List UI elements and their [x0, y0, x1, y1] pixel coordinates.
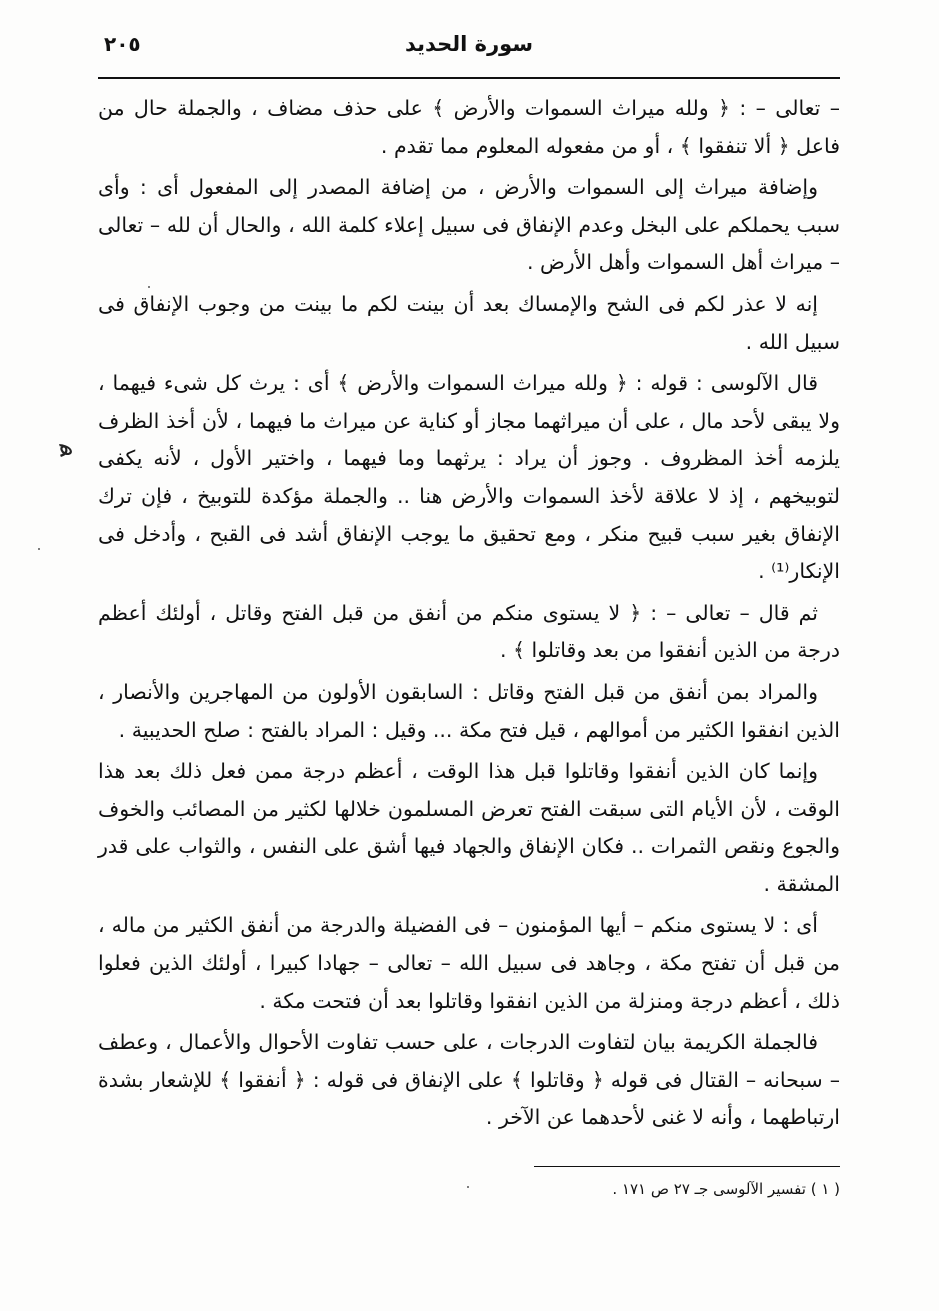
page-number: ٢٠٥	[104, 32, 141, 56]
scan-speck	[148, 286, 150, 288]
paragraph-6: والمراد بمن أنفق من قبل الفتح وقاتل : السابقون الأولون من المهاجرين والأنصار ، الذين انفقوا الكثير من أموالهم ، قيل فتح مكة ... وقيل : المراد بالفتح : صلح الحديبية .	[98, 679, 840, 742]
scan-speck	[38, 548, 40, 550]
handwritten-margin-mark: ﻫ	[53, 430, 77, 464]
footnote-rule	[534, 1166, 840, 1167]
paragraph-4: قال الآلوسى : قوله : ﴿ ولله ميراث السموات والأرض ﴾ أى : يرث كل شىء فيهما ، ولا يبقى لأحد مال ، على أن ميراثهما مجاز أو كناية عن ميراث ما فيهما ، لأن أخذ الظرف يلزمه أخذ المظروف . وجوز أن يراد : يرثهما وما فيهما ، واختير الأول ، لأنه يكفى لتوبيخهم ، إذ لا علاقة لأخذ السموات والأرض هنا .. والجملة مؤكدة للتوبيخ ، فإن ترك الإنفاق بغير سبب قبيح منكر ، ومع تحقيق ما يوجب الإنفاق أشد فى القبح ، وأدخل فى الإنكار⁽¹⁾ .	[98, 371, 840, 584]
paragraph-5: ثم قال – تعالى – : ﴿ لا يستوى منكم من أنفق من قبل الفتح وقاتل ، أولئك أعظم درجة من الذين أنفقوا من بعد وقاتلوا ﴾ .	[98, 600, 840, 663]
surah-title: سورة الحديد	[405, 32, 533, 56]
paragraph-2: وإضافة ميراث إلى السموات والأرض ، من إضافة المصدر إلى المفعول أى : وأى سبب يحملكم على البخل وعدم الإنفاق فى سبيل إعلاء كلمة الله ، والحال أن لله – تعالى – ميراث أهل السموات وأهل الأرض .	[98, 175, 840, 275]
paragraph-1: – تعالى – : ﴿ ولله ميراث السموات والأرض ﴾ على حذف مضاف ، والجملة حال من فاعل ﴿ ألا تنفقوا ﴾ ، أو من مفعوله المعلوم مما تقدم .	[98, 96, 840, 158]
page-header	[100, 32, 838, 68]
scan-speck	[467, 1186, 469, 1188]
paragraph-7: وإنما كان الذين أنفقوا وقاتلوا قبل هذا الوقت ، أعظم درجة ممن فعل ذلك بعد هذا الوقت ، لأن الأيام التى سبقت الفتح تعرض المسلمون خلالها لكثير من المصائب والخوف والجوع ونقص الثمرات .. فكان الإنفاق والجهاد فيها أشق على النفس ، والثواب على قدر المشقة .	[98, 759, 840, 896]
header-rule	[98, 77, 840, 79]
footnote: ( ١ ) تفسير الآلوسى جـ ٢٧ ص ١٧١ .	[612, 1180, 840, 1198]
body-text	[98, 90, 840, 1141]
paragraph-9: فالجملة الكريمة بيان لتفاوت الدرجات ، على حسب تفاوت الأحوال والأعمال ، وعطف – سبحانه – القتال فى قوله ﴿ وقاتلوا ﴾ على الإنفاق فى قوله : ﴿ أنفقوا ﴾ للإشعار بشدة ارتباطهما ، وأنه لا غنى لأحدهما عن الآخر .	[98, 1030, 840, 1130]
paragraph-8: أى : لا يستوى منكم – أيها المؤمنون – فى الفضيلة والدرجة من أنفق الكثير من ماله ، من قبل أن تفتح مكة ، وجاهد فى سبيل الله – تعالى – جهادا كبيرا ، أولئك الذين فعلوا ذلك ، أعظم درجة ومنزلة من الذين انفقوا وقاتلوا بعد أن فتحت مكة .	[98, 913, 840, 1013]
paragraph-3: إنه لا عذر لكم فى الشح والإمساك بعد أن بينت لكم ما بينت من وجوب الإنفاق فى سبيل الله .	[98, 291, 840, 354]
